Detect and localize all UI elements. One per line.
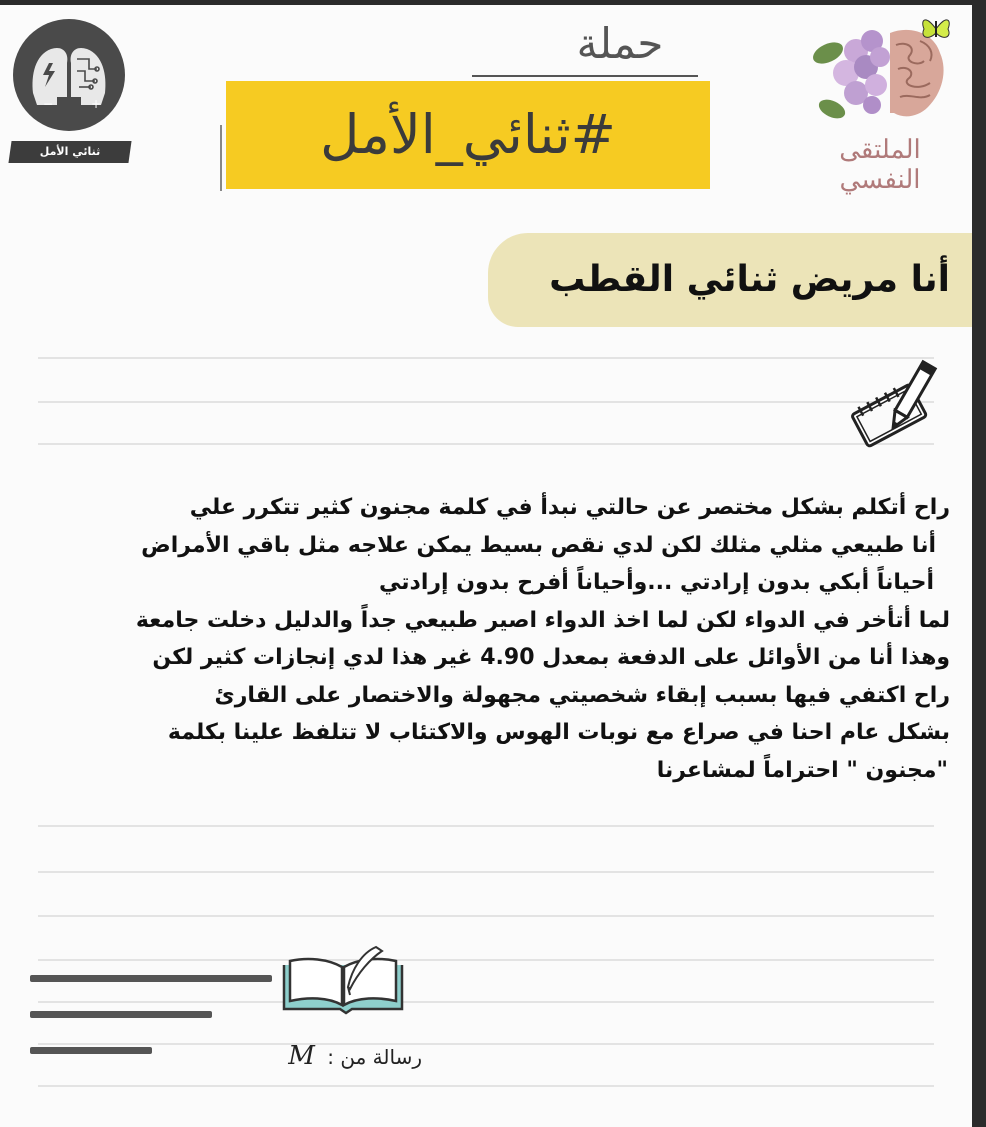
body-line: "مجنون " احتراماً لمشاعرنا	[656, 757, 948, 783]
signature-line	[30, 975, 272, 982]
body-line: وهذا أنا من الأوائل على الدفعة بمعدل 4.90 غير هذا لدي إنجازات كثير لكن	[152, 645, 950, 670]
butterfly-icon	[918, 11, 954, 45]
bipolar-logo	[13, 19, 125, 131]
signature-line	[30, 1047, 152, 1054]
logo-minus-sign: −	[43, 97, 54, 111]
open-book-quill-icon	[278, 943, 408, 1015]
from-label: رسالة من :	[327, 1045, 422, 1069]
signoff	[250, 1041, 422, 1071]
body-line: بشكل عام احنا في صراع مع نوبات الهوس والاكتئاب لا تتلفظ علينا بكلمة	[167, 720, 950, 745]
body-line: لما أتأخر في الدواء لكن لما اخذ الدواء اصير طبيعي جداً والدليل دخلت جامعة	[135, 607, 950, 633]
body-line: أنا طبيعي مثلي مثلك لكن لدي نقص بسيط يمكن علاجه مثل باقي الأمراض	[141, 532, 936, 558]
body-line: راح أتكلم بشكل مختصر عن حالتي نبدأ في كلمة مجنون كثير تتكرر علي	[189, 495, 950, 520]
brand-logo	[806, 11, 966, 135]
ruled-line	[38, 825, 934, 827]
signature-line	[30, 1011, 212, 1018]
ruled-line	[38, 1001, 934, 1003]
brand-name: الملتقى النفسي	[839, 135, 921, 195]
body-line: أحياناً أبكي بدون إرادتي ...وأحياناً أفرح بدون إرادتي	[379, 570, 934, 595]
campaign-underline	[472, 75, 698, 77]
ruled-line	[38, 871, 934, 873]
ruled-line	[38, 443, 934, 445]
ruled-line	[38, 1085, 934, 1087]
logo-plus-sign: +	[91, 97, 102, 111]
letter-body	[6, 489, 950, 789]
page-title: أنا مريض ثنائي القطب	[549, 259, 950, 300]
bipolar-head-logo-icon	[13, 19, 125, 131]
logo-caption: ثنائي الأمل	[39, 145, 101, 158]
ruled-line	[38, 401, 934, 403]
body-line: راح اكتفي فيها بسبب إبقاء شخصيتي مجهولة والاختصار على القارئ	[214, 682, 950, 708]
ruled-line	[38, 357, 934, 359]
notepad-pencil-icon	[842, 357, 938, 453]
ruled-line	[38, 959, 934, 961]
frame-edge	[972, 0, 986, 1127]
signature-initial: M	[288, 1041, 315, 1071]
ruled-line	[38, 915, 934, 917]
document-page	[0, 5, 972, 1127]
decorative-line	[220, 125, 222, 191]
campaign-hashtag: #ثنائي_الأمل	[320, 103, 616, 166]
campaign-label: حملة	[576, 19, 664, 68]
ruled-line	[38, 1043, 934, 1045]
